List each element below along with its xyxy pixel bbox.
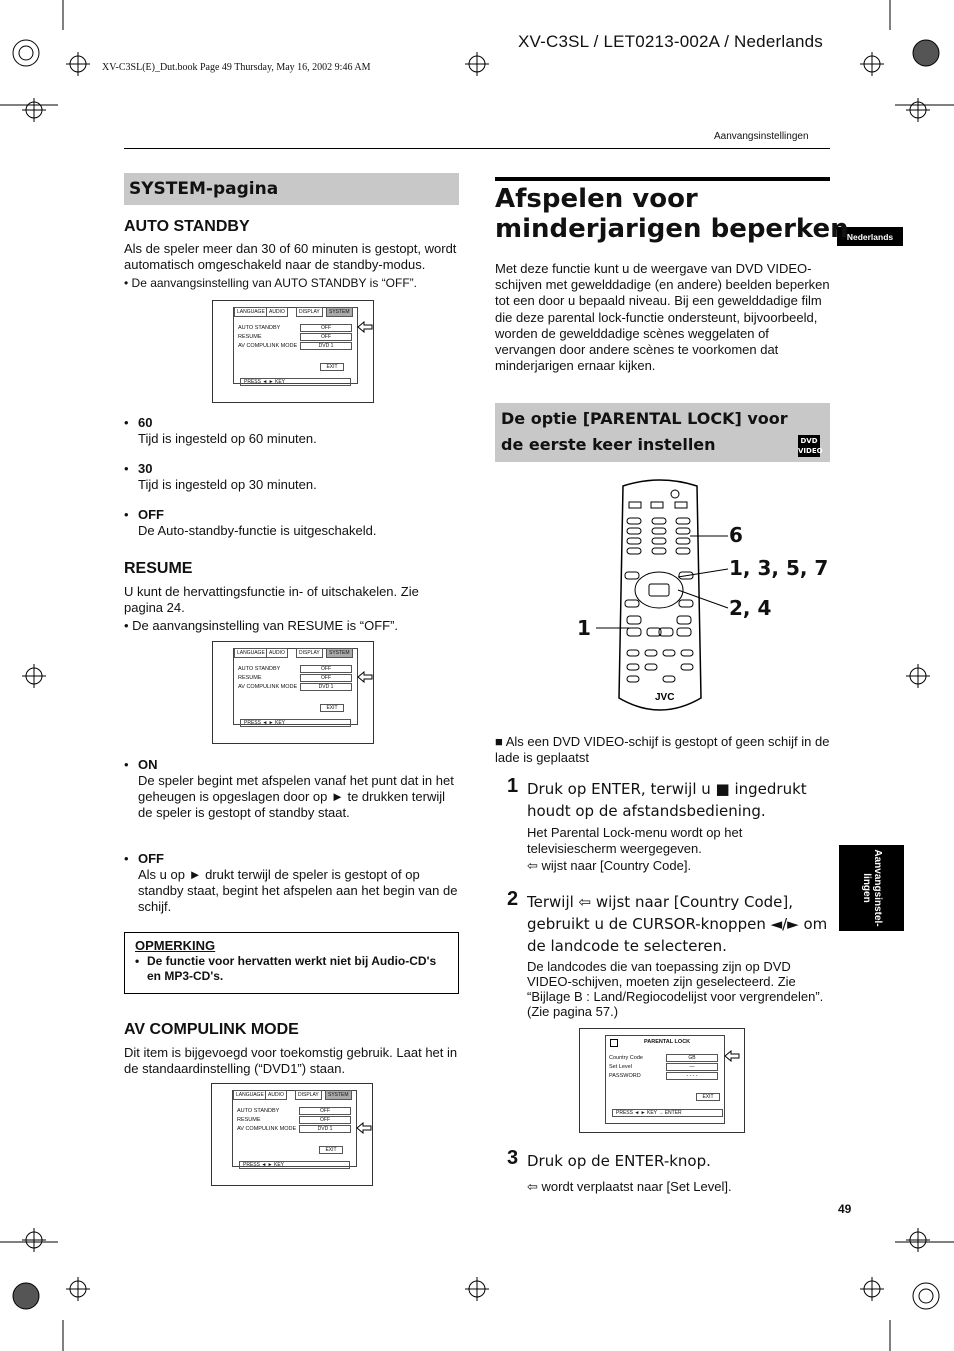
callout-label: 6 <box>729 523 743 547</box>
pl-row-label: Set Level <box>609 1064 632 1070</box>
pl-row-value: - - - - <box>666 1072 718 1080</box>
callout-lines <box>590 520 730 635</box>
menu-tab: DISPLAY <box>295 1090 322 1100</box>
lock-icon <box>610 1039 618 1047</box>
step-number: 1 <box>507 775 519 797</box>
page-title-line-2: minderjarigen beperken <box>495 214 849 244</box>
menu-row-label: AUTO STANDBY <box>237 1108 280 1114</box>
system-menu-screenshot-2 <box>212 641 374 744</box>
running-section-label: Aanvangsinstellingen <box>714 131 809 142</box>
menu-row-value: OFF <box>300 333 352 341</box>
option-60: • 60 Tijd is ingesteld op 60 minuten. <box>124 415 317 446</box>
option-30: • 30 Tijd is ingesteld op 30 minuten. <box>124 461 317 492</box>
intro-paragraph: Met deze functie kunt u de weergave van DVD VIDEO-schijven met gewelddadige (en andere) beelden beperken tot een door u bepaald niveau. Bij een gewelddadige film die deze parental lock-functie ondersteunt, bijvoorbeeld, worden de gewelddadige scènes weggelaten of vervangen door andere scènes te voorkomen dat minderjarigen ernaar kijken. <box>495 261 830 374</box>
menu-tab: LANGUAGE <box>234 648 268 658</box>
step-detail: Het Parental Lock-menu wordt op het televisiescherm weergegeven. <box>527 825 743 856</box>
step-pointer-note: ⇦ wordt verplaatst naar [Set Level]. <box>527 1179 732 1194</box>
menu-tab: AUDIO <box>265 1090 287 1100</box>
pl-menu-panel <box>605 1035 725 1124</box>
step-number: 3 <box>507 1147 519 1169</box>
menu-tab: LANGUAGE <box>233 1090 267 1100</box>
menu-row-value: DVD 1 <box>300 342 352 350</box>
pl-row-label: Country Code <box>609 1055 643 1061</box>
menu-row-value: OFF <box>299 1107 351 1115</box>
page-title-line-1: Afspelen voor <box>495 184 698 214</box>
menu-row-label: RESUME <box>238 334 262 340</box>
menu-press-hint: PRESS ◄ ► KEY <box>240 378 351 386</box>
pl-menu-press-hint: PRESS ◄ ► KEY → ENTER <box>612 1109 723 1117</box>
side-tab-label: Aanvangsinstel- lingen <box>860 849 883 927</box>
pointer-arrow-icon <box>724 1050 740 1062</box>
auto-standby-heading: AUTO STANDBY <box>124 218 250 235</box>
menu-row-label: AUTO STANDBY <box>238 666 281 672</box>
dvd-video-badge-icon: DVD VIDEO <box>798 437 823 455</box>
option-off: • OFF De Auto-standby-functie is uitgeschakeld. <box>124 507 377 538</box>
pl-row-value: GB <box>666 1054 718 1062</box>
pointer-arrow-icon <box>356 1122 372 1134</box>
menu-tab: DISPLAY <box>296 307 323 317</box>
menu-row-label: AV COMPULINK MODE <box>238 343 298 349</box>
title-top-bar <box>495 177 830 181</box>
menu-row-label: RESUME <box>237 1117 261 1123</box>
resume-heading: RESUME <box>124 560 193 577</box>
document-code-title: XV-C3SL / LET0213-002A / Nederlands <box>518 32 823 51</box>
pointer-arrow-icon <box>357 671 373 683</box>
menu-row-value: DVD 1 <box>299 1125 351 1133</box>
system-menu-screenshot-1 <box>212 300 374 403</box>
pl-row-label: PASSWORD <box>609 1073 641 1079</box>
menu-tab-selected: SYSTEM <box>326 648 353 658</box>
language-tag: Nederlands <box>837 227 903 246</box>
parental-lock-menu-screenshot <box>579 1028 745 1133</box>
header-rule <box>124 148 830 149</box>
option-resume-off: • OFF Als u op ► drukt terwijl de speler is gestopt of op standby staat, begint het afspelen aan het begin van de schijf. <box>124 851 458 914</box>
callout-label: 1 <box>577 616 591 640</box>
auto-standby-body: Als de speler meer dan 30 of 60 minuten is gestopt, wordt automatisch omgeschakeld naar de standby-modus. <box>124 241 457 272</box>
menu-press-hint: PRESS ◄ ► KEY <box>240 719 351 727</box>
menu-press-hint: PRESS ◄ ► KEY <box>239 1161 350 1169</box>
subsection-title-text: De optie [PARENTAL LOCK] voor de eerste keer instellen <box>501 409 788 454</box>
remote-brand-logo: JVC <box>655 692 675 703</box>
step-instruction: Terwijl ⇦ wijst naar [Country Code], gebruikt u de CURSOR-knoppen ◄/► om de landcode te selecteren. <box>527 893 828 955</box>
menu-row-label: AV COMPULINK MODE <box>238 684 298 690</box>
menu-tab: LANGUAGE <box>234 307 268 317</box>
menu-row-value: OFF <box>300 665 352 673</box>
menu-row-label: RESUME <box>238 675 262 681</box>
menu-tab-selected: SYSTEM <box>326 307 353 317</box>
auto-standby-default: • De aanvangsinstelling van AUTO STANDBY is “OFF”. <box>124 276 417 290</box>
step-instruction: Druk op ENTER, terwijl u ■ ingedrukt houdt op de afstandsbediening. <box>527 780 807 820</box>
menu-panel <box>233 307 358 384</box>
resume-body: U kunt de hervattingsfunctie in- of uitschakelen. Zie pagina 24. <box>124 584 419 615</box>
callout-label: 1, 3, 5, 7 <box>729 556 829 580</box>
callout-label: 2, 4 <box>729 596 772 620</box>
pointer-arrow-icon: ⇦ <box>527 858 538 873</box>
page-title <box>495 184 849 244</box>
pointer-arrow-icon: ⇦ <box>527 1179 538 1194</box>
av-compulink-heading: AV COMPULINK MODE <box>124 1021 299 1038</box>
menu-row-label: AV COMPULINK MODE <box>237 1126 297 1132</box>
pl-menu-exit: EXIT <box>696 1093 720 1101</box>
pl-menu-title: PARENTAL LOCK <box>644 1039 691 1045</box>
menu-tab: AUDIO <box>266 307 288 317</box>
menu-row-value: OFF <box>300 674 352 682</box>
pl-row-value: — <box>666 1063 718 1071</box>
system-page-title: SYSTEM-pagina <box>124 173 459 205</box>
step-number: 2 <box>507 888 519 910</box>
menu-tab: DISPLAY <box>296 648 323 658</box>
parental-lock-subsection-title <box>495 403 830 462</box>
book-info-line: XV-C3SL(E)_Dut.book Page 49 Thursday, May 16, 2002 9:46 AM <box>102 62 371 73</box>
note-heading: OPMERKING <box>135 938 216 953</box>
menu-exit: EXIT <box>319 1146 343 1154</box>
menu-panel <box>233 648 358 725</box>
menu-row-value: OFF <box>300 324 352 332</box>
pointer-arrow-icon <box>357 321 373 333</box>
page-number: 49 <box>838 1202 852 1216</box>
note-text: • De functie voor hervatten werkt niet bij Audio-CD's en MP3-CD's. <box>135 954 437 983</box>
menu-panel <box>232 1090 357 1167</box>
menu-row-label: AUTO STANDBY <box>238 325 281 331</box>
menu-tab-selected: SYSTEM <box>325 1090 352 1100</box>
resume-default: • De aanvangsinstelling van RESUME is “OFF”. <box>124 618 399 633</box>
menu-exit: EXIT <box>320 704 344 712</box>
step-instruction: Druk op de ENTER-knop. <box>527 1152 711 1170</box>
note-box <box>124 932 459 994</box>
menu-row-value: DVD 1 <box>300 683 352 691</box>
system-menu-screenshot-3 <box>211 1083 373 1186</box>
step-pointer-note: ⇦ wijst naar [Country Code]. <box>527 858 692 873</box>
menu-tab: AUDIO <box>266 648 288 658</box>
step-detail: De landcodes die van toepassing zijn op DVD VIDEO-schijven, moeten zijn geselecteerd. Zie “Bijlage B : Land/Regiocodelijst voor vergrendelen”. (Zie pagina 57.) <box>527 959 824 1019</box>
menu-row-value: OFF <box>299 1116 351 1124</box>
chapter-side-tab <box>839 845 904 931</box>
option-on: • ON De speler begint met afspelen vanaf het punt dat in het geheugen is opgeslagen door op ► te drukken terwijl de speler is gestopt of standby staat. <box>124 757 454 820</box>
menu-exit: EXIT <box>320 363 344 371</box>
av-compulink-body: Dit item is bijgevoegd voor toekomstig gebruik. Laat het in de standaardinstelling (“DVD1”) staan. <box>124 1045 458 1076</box>
condition-line: ■ Als een DVD VIDEO-schijf is gestopt of geen schijf in de lade is geplaatst <box>495 734 830 765</box>
